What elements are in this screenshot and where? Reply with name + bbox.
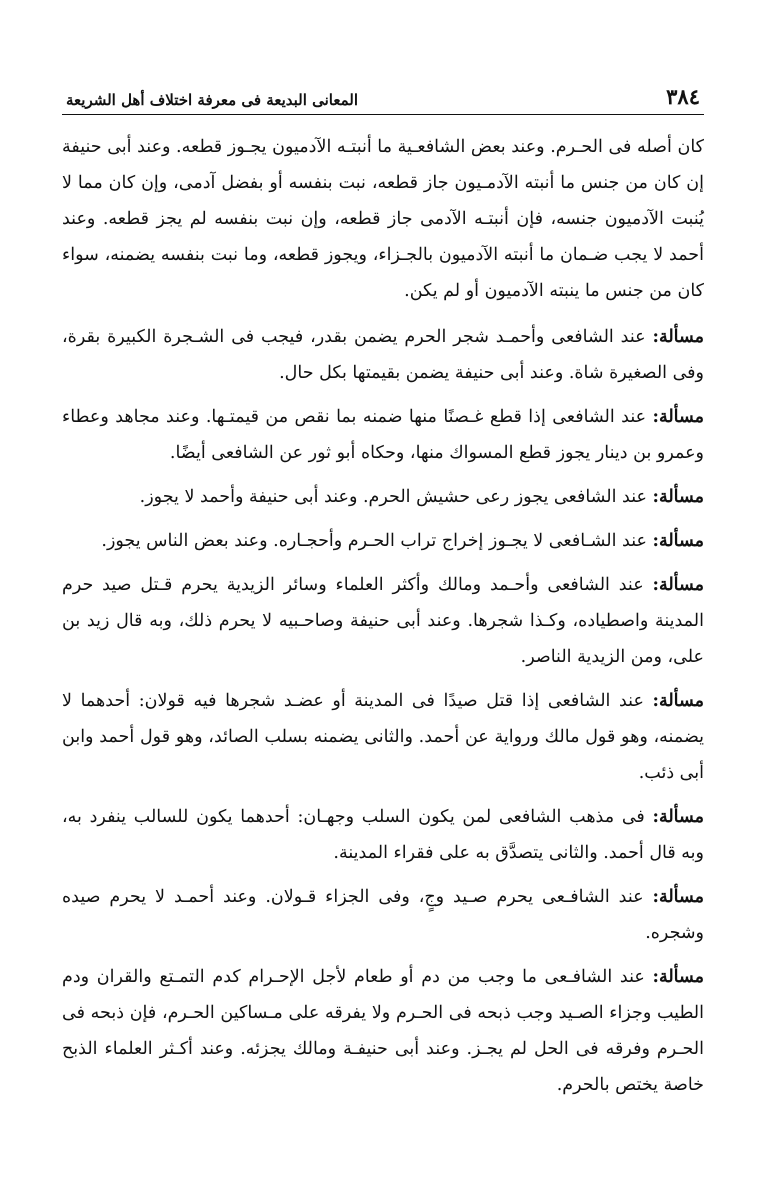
- paragraph-masala-3: [62, 479, 704, 515]
- paragraph-text: عند الشـافعى لا يجـوز إخراج تراب الحـرم وأحجـاره. وعند بعض الناس يجوز.: [101, 531, 653, 551]
- paragraph-masala-6: [62, 683, 704, 791]
- masala-label: مسألة:: [652, 807, 704, 827]
- masala-label: مسألة:: [652, 327, 704, 347]
- paragraph-text: عند الشافـعى ما وجب من دم أو طعام لأجل الإحـرام كدم التمـتع والقران ودم الطيب وجزاء الصـيد وجب ذبحه فى الحـرم ولا يفرقه على مـساكين الحـرم، فإن ذبحه فى الحـرم وفرقه فى الحل لم يجـز. وعند أبى حنيفـة ومالك يجزئه. وعند أكـثر العلماء الذبح خاصة يختص بالحرم.: [62, 967, 704, 1095]
- masala-label: مسألة:: [652, 887, 704, 907]
- masala-label: مسألة:: [652, 575, 704, 595]
- masala-label: مسألة:: [652, 691, 704, 711]
- document-page: [62, 84, 704, 1111]
- paragraph-text: عند الشافعى وأحـمد ومالك وأكثر العلماء وسائر الزيدية يحرم قـتل صيد حرم المدينة واصطياده، وكـذا شجرها. وعند أبى حنيفة وصاحـبيه لا يحرم ذلك، وبه قال زيد بن على، ومن الزيدية الناصر.: [62, 575, 704, 667]
- masala-label: مسألة:: [652, 531, 704, 551]
- masala-label: مسألة:: [652, 407, 704, 427]
- paragraph-text: عند الشافعى إذا قتل صيدًا فى المدينة أو عضـد شجرها فيه قولان: أحدهما لا يضمنه، وهو قول مالك ورواية عن أحمد. والثانى يضمنه بسلب الصائد، وهو قول أحمد وابن أبى ذئب.: [62, 691, 704, 783]
- masala-label: مسألة:: [652, 487, 704, 507]
- paragraph-masala-9: [62, 959, 704, 1103]
- paragraph-text: عند الشافعى إذا قطع غـصنًا منها ضمنه بما نقص من قيمتـها. وعند مجاهد وعطاء وعمرو بن دينار يجوز قطع المسواك منها، وحكاه أبو ثور عن الشافعى أيضًا.: [62, 407, 704, 463]
- page-header: [62, 84, 704, 115]
- body-text: [62, 129, 704, 1103]
- paragraph-text: عند الشافعى وأحمـد شجر الحرم يضمن بقدر، فيجب فى الشـجرة الكبيرة بقرة، وفى الصغيرة شاة. وعند أبى حنيفة يضمن بقيمتها بكل حال.: [62, 327, 704, 383]
- paragraph-masala-4: [62, 523, 704, 559]
- paragraph-text: عند الشافعى يجوز رعى حشيش الحرم. وعند أبى حنيفة وأحمد لا يجوز.: [139, 487, 653, 507]
- page-number: ٣٨٤: [666, 84, 700, 109]
- paragraph-text: عند الشافـعى يحرم صـيد وجٍ، وفى الجزاء قـولان. وعند أحمـد لا يحرم صيده وشجره.: [62, 887, 704, 943]
- paragraph-masala-5: [62, 567, 704, 675]
- paragraph-text: فى مذهب الشافعى لمن يكون السلب وجهـان: أحدهما يكون للسالب ينفرد به، وبه قال أحمد. والثانى يتصدَّق به على فقراء المدينة.: [62, 807, 704, 863]
- paragraph-masala-7: [62, 799, 704, 871]
- masala-label: مسألة:: [652, 967, 704, 987]
- paragraph-intro: [62, 129, 704, 309]
- paragraph-masala-2: [62, 399, 704, 471]
- paragraph-masala-8: [62, 879, 704, 951]
- paragraph-masala-1: [62, 319, 704, 391]
- running-title: المعانى البديعة فى معرفة اختلاف أهل الشريعة: [66, 91, 359, 109]
- paragraph-text: كان أصله فى الحـرم. وعند بعض الشافعـية ما أنبتـه الآدميون يجـوز قطعه. وعند أبى حنيفة إن كان من جنس ما أنبته الآدمـيون جاز قطعه، نبت بنفسه أو بفضل آدمى، وإن كان مما لا يُنبت الآدميون جنسه، فإن أنبتـه الآدمى جاز قطعه، وإن نبت بنفسه لم يجز قطعه. وعند أحمد لا يجب ضـمان ما أنبته الآدميون بالجـزاء، ويجوز قطعه، وما نبت بنفسه يضمنه، سواء كان من جنس ما ينبته الآدميون أو لم يكن.: [62, 137, 704, 301]
